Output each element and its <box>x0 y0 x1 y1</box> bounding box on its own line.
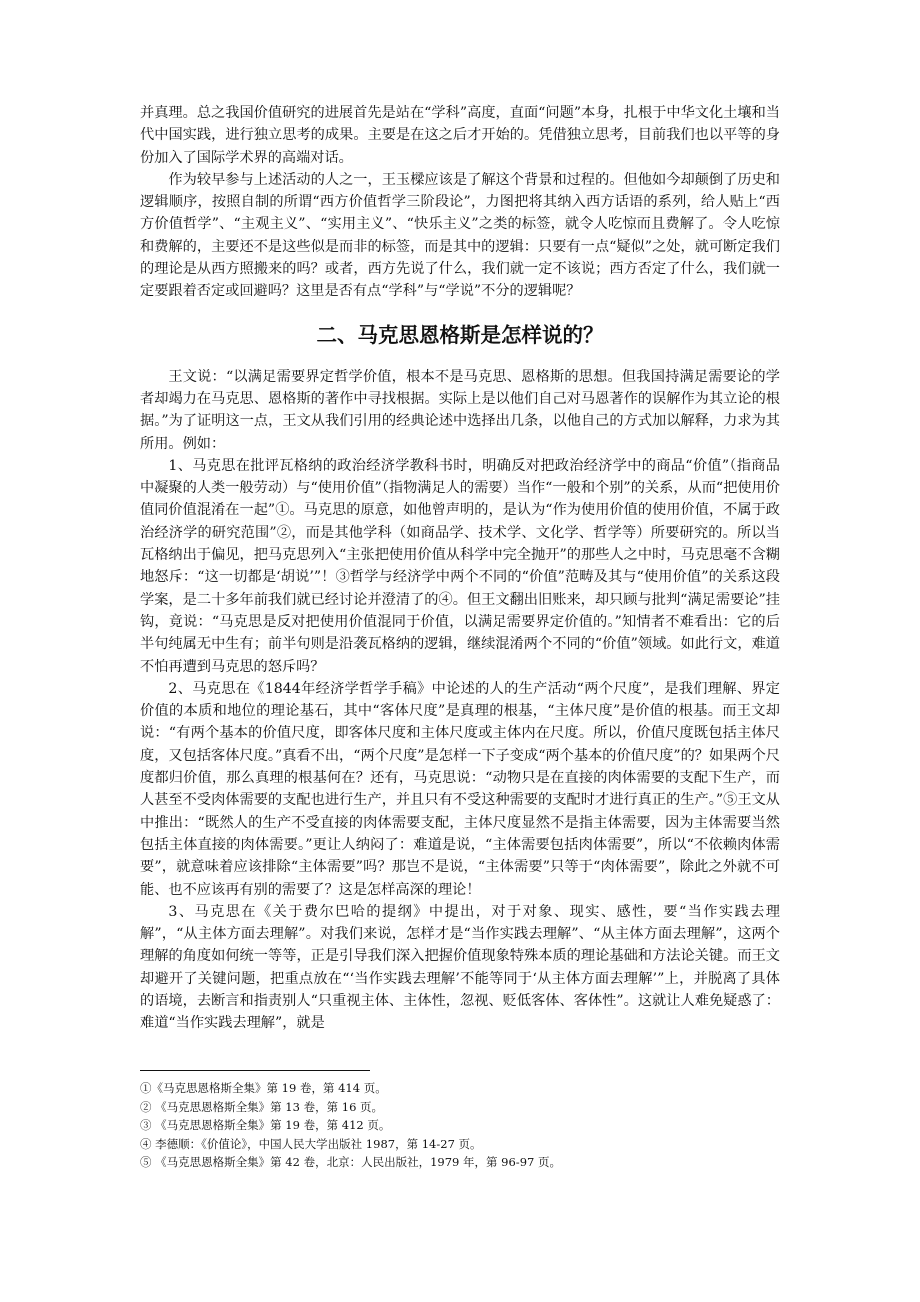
paragraph-3: 王文说：“以满足需要界定哲学价值，根本不是马克思、恩格斯的思想。但我国持满足需要论的学者却竭力在马克思、恩格斯的著作中寻找根据。实际上是以他们自己对马恩著作的误解作为其立论的根据。”为了证明这一点，王文从我们引用的经典论述中选择出几条，以他自己的方式加以解释，力求为其所用。例如： <box>140 368 780 452</box>
footnote-4: ④ 李德顺：《价值论》，中国人民大学出版社 1987，第 14-27 页。 <box>140 1136 482 1151</box>
paragraph-2: 作为较早参与上述活动的人之一，王玉樑应该是了解这个背景和过程的。但他如今却颠倒了历史和逻辑顺序，按照自制的所谓“西方价值哲学三阶段论”，力图把将其纳入西方话语的系列，给人贴上“西方价值哲学”、“主观主义”、“实用主义”、“快乐主义”之类的标签，就令人吃惊而且费解了。令人吃惊和费解的，主要还不是这些似是而非的标签，而是其中的逻辑：只要有一点“疑似”之处，就可断定我们的理论是从西方照搬来的吗？或者，西方先说了什么，我们就一定不该说；西方否定了什么，我们就一定要跟着否定或回避吗？这里是否有点“学科”与“学说”不分的逻辑呢？ <box>140 171 780 300</box>
section-heading: 二、马克思恩格斯是怎样说的？ <box>316 322 604 347</box>
paragraph-point-2: 2、马克思在《1844年经济学哲学手稿》中论述的人的生产活动“两个尺度”，是我们理解、界定价值的本质和地位的理论基石，其中“客体尺度”是真理的根基，“主体尺度”是价值的根基。而王文却说：“有两个基本的价值尺度，即客体尺度和主体尺度或主体内在尺度。所以，价值尺度既包括主体尺度，又包括客体尺度。”真看不出，“两个尺度”是怎样一下子变成“两个基本的价值尺度”的？如果两个尺度都归价值，那么真理的根基何在？还有，马克思说：“动物只是在直接的肉体需要的支配下生产，而人甚至不受肉体需要的支配也进行生产，并且只有不受这种需要的支配时才进行真正的生产。”⑤王文从中推出：“既然人的生产不受直接的肉体需要支配，主体尺度显然不是指主体需要，因为主体需要当然包括主体直接的肉体需要。”更让人纳闷了：难道是说，“主体需要包括肉体需要”，所以“不依赖肉体需要”，就意味着应该排除“主体需要”吗？那岂不是说，“主体需要”只等于“肉体需要”，除此之外就不可能、也不应该再有别的需要了？这是怎样高深的理论！ <box>140 680 780 898</box>
footnotes <box>140 1079 780 1172</box>
footnote-1: ①《马克思恩格斯全集》第 19 卷，第 414 页。 <box>140 1081 387 1095</box>
footnote-5: ⑤ 《马克思恩格斯全集》第 42 卷，北京：人民出版社，1979 年，第 96-97 页。 <box>140 1155 561 1170</box>
footnote-3: ③ 《马克思恩格斯全集》第 19 卷，第 412 页。 <box>140 1118 391 1133</box>
footnote-separator <box>140 1070 370 1071</box>
paragraph-continued: 并真理。总之我国价值研究的进展首先是站在“学科”高度，直面“问题”本身，扎根于中华文化土壤和当代中国实践，进行独立思考的成果。主要是在这之后才开始的。凭借独立思考，目前我们也以平等的身份加入了国际学术界的高端对话。 <box>140 105 780 166</box>
footnote-2: ② 《马克思恩格斯全集》第 13 卷，第 16 页。 <box>140 1099 384 1114</box>
paragraph-point-1: 1、马克思在批评瓦格纳的政治经济学教科书时，明确反对把政治经济学中的商品“价值”（指商品中凝聚的人类一般劳动）与“使用价值”（指物满足人的需要）当作“一般和个别”的关系，从而“把使用价值同价值混淆在一起”①。马克思的原意，如他曾声明的，是认为“作为使用价值的使用价值，不属于政治经济学的研究范围”②，而是其他学科（如商品学、技术学、文化学、哲学等）所要研究的。所以当瓦格纳出于偏见，把马克思列入“主张把使用价值从科学中完全抛开”的那些人之中时，马克思毫不含糊地怒斥：“这一切都是‘胡说’”！③哲学与经济学中两个不同的“价值”范畴及其与“使用价值”的关系这段学案，是二十多年前我们就已经讨论并澄清了的④。但王文翻出旧账来，却只顾与批判“满足需要论”挂钩，竟说：“马克思是反对把使用价值混同于价值，以满足需要界定价值的。”知情者不难看出：它的后半句纯属无中生有；前半句则是沿袭瓦格纳的逻辑，继续混淆两个不同的“价值”领域。如此行文，难道不怕再遭到马克思的怒斥吗？ <box>140 457 780 675</box>
document-body <box>140 102 780 1035</box>
paragraph-point-3: 3、马克思在《关于费尔巴哈的提纲》中提出，对于对象、现实、感性，要“当作实践去理解”，“从主体方面去理解”。对我们来说，怎样才是“当作实践去理解”、“从主体方面去理解”，这两个理解的角度如何统一等等，正是引导我们深入把握价值现象特殊本质的理论基础和方法论关键。而王文却避开了关键问题，把重点放在“‘当作实践去理解’不能等同于‘从主体方面去理解’”上，并脱离了具体的语境，去断言和指责别人“只重视主体、主体性，忽视、贬低客体、客体性”。这就让人难免疑惑了：难道“当作实践去理解”，就是 <box>140 903 780 1032</box>
